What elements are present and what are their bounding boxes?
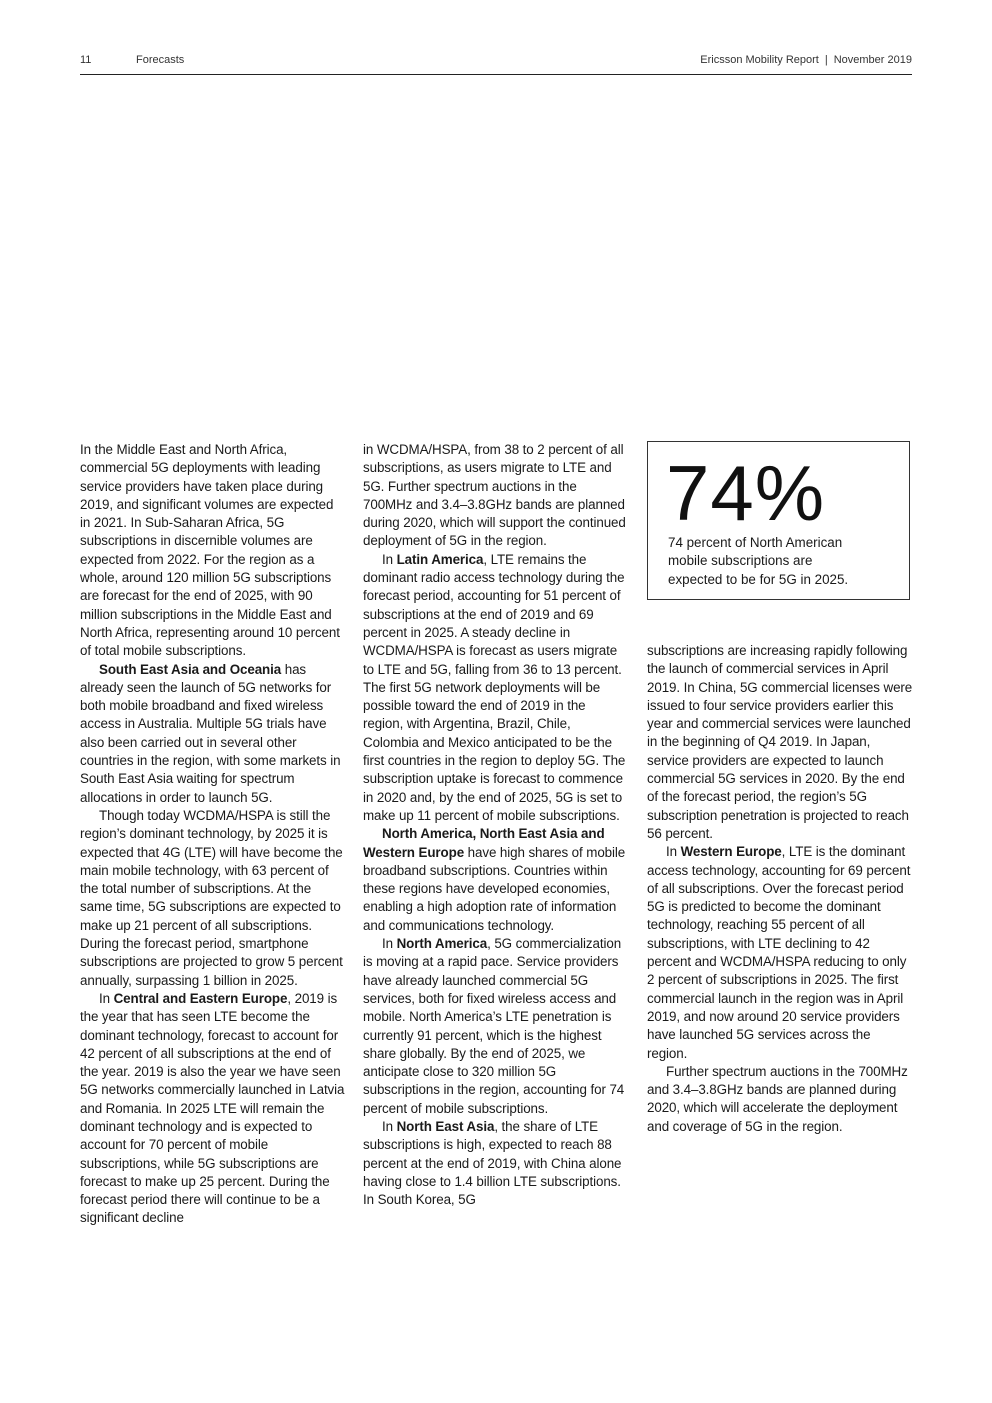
heading-nea: North East Asia [396, 1118, 495, 1134]
we-text: , LTE is the dominant access technology, accounting for 69 percent of all subscriptions. Over the forecast period 5G is predicted to become the dominant technology, reaching 55 percent of all subscriptions, with LTE declining to 42 percent and WCDMA/HSPA reducing to only 2 percent of subscriptions in 2025. The first commercial launch in the region was in April 2019, and now around 20 service providers have launched 5G services across the region. [647, 844, 911, 1061]
nea-lead: In [382, 1118, 397, 1134]
paragraph-mena: In the Middle East and North Africa, commercial 5G deployments with leading service providers have taken place during 2019, and significant volumes are expected in 2021. In Sub-Saharan Africa, 5G subscriptions in discernible volumes are expected from 2022. For the region as a whole, around 120 million 5G subscriptions are forecast for the end of 2025, with 90 million subscriptions in the Middle East and North Africa, representing around 10 percent of total mobile subscriptions. [80, 442, 340, 659]
cee-text: , 2019 is the year that has seen LTE become the dominant technology, forecast to account for 42 percent of all subscriptions at the end of the year. 2019 is also the year we have seen 5G networks commercially launched in Latvia and Romania. In 2025 LTE will remain the dominant technology and is expected to account for 70 percent of mobile subscriptions, while 5G subscriptions are forecast to make up 25 percent. During the forecast period there will continue to be a significant decline [80, 990, 345, 1226]
paragraph-na [363, 935, 629, 1118]
we-lead: In [666, 844, 681, 860]
paragraph-we [647, 843, 913, 1063]
paragraph-seao [80, 661, 346, 807]
heading-na-nea-we: North America, North East Asia and Western Europe [363, 826, 605, 860]
report-info [700, 54, 912, 66]
paragraph-seao-2: Though today WCDMA/HSPA is still the region’s dominant technology, by 2025 it is expected that 4G (LTE) will have become the main mobile technology, with 63 percent of the total number of subscriptions. At the same time, 5G subscriptions are expected to make up 21 percent of all subscriptions. During the forecast period, smartphone subscriptions are projected to grow 5 percent annually, surpassing 1 billion in 2025. [80, 807, 343, 988]
paragraph-cee-continued: in WCDMA/HSPA, from 38 to 2 percent of all subscriptions, as users migrate to LTE and 5G. Further spectrum auctions in the 700MHz and 3.4–3.8GHz bands are planned during 2020, which will support the continued deployment of 5G in the region. [363, 442, 626, 549]
text-column-3 [647, 642, 913, 1136]
heading-seao: South East Asia and Oceania [99, 661, 282, 677]
report-date: November 2019 [833, 54, 912, 66]
nanewe-text: have high shares of mobile broadband subscriptions. Countries within these regions have developed economies, enabling a high adoption rate of information and communications technology. [363, 844, 626, 933]
page-number: 11 [80, 54, 92, 66]
heading-latam: Latin America [396, 551, 484, 567]
heading-we: Western Europe [680, 844, 782, 860]
report-title: Ericsson Mobility Report [700, 54, 819, 66]
paragraph-we-2: Further spectrum auctions in the 700MHz and 3.4–3.8GHz bands are planned during 2020, which will accelerate the deployment and coverage of 5G in the region. [647, 1063, 908, 1134]
na-lead: In [382, 936, 397, 952]
seao-text: has already seen the launch of 5G networks for both mobile broadband and fixed wireless access in Australia. Multiple 5G trials have also been carried out in several other countries in the region, with some markets in South East Asia waiting for spectrum allocations in order to launch 5G. [80, 661, 341, 805]
latam-lead: In [382, 551, 397, 567]
text-column-2 [363, 441, 629, 1209]
stat-callout-box [647, 441, 910, 600]
paragraph-na-nea-we [363, 825, 629, 935]
latam-text: , LTE remains the dominant radio access technology during the forecast period, accounting for 51 percent of subscriptions at the end of 2019 and 69 percent in 2025. A steady decline in WCDMA/HSPA is forecast as users migrate to LTE and 5G, falling from 36 to 13 percent. The first 5G network deployments will be possible toward the end of 2019 in the region, with Argentina, Brazil, Chile, Colombia and Mexico anticipated to be the first countries in the region to deploy 5G. The subscription uptake is forecast to commence in 2020 and, by the end of 2025, 5G is set to make up 11 percent of mobile subscriptions. [363, 551, 626, 823]
paragraph-nea-continued: subscriptions are increasing rapidly following the launch of commercial services in April 2019. In China, 5G commercial licenses were issued to four service providers earlier this year and commercial services were launched in the beginning of Q4 2019. In Japan, service providers are expected to launch commercial 5G services in 2020. By the end of the forecast period, the region’s 5G subscription penetration is projected to reach 56 percent. [647, 643, 913, 841]
text-column-1 [80, 441, 346, 1228]
heading-cee: Central and Eastern Europe [113, 990, 288, 1006]
header-separator: | [824, 54, 828, 66]
paragraph-cee [80, 990, 346, 1228]
stat-value: 74% [666, 449, 826, 537]
paragraph-nea [363, 1118, 629, 1209]
na-text: , 5G commercialization is moving at a rapid pace. Service providers have already launched commercial 5G services, both for fixed wireless access and mobile. North America’s LTE penetration is currently 91 percent, which is the highest share globally. By the end of 2025, we anticipate close to 320 million 5G subscriptions in the region, accounting for 74 percent of mobile subscriptions. [363, 936, 625, 1116]
section-title: Forecasts [136, 54, 185, 66]
cee-lead: In [99, 990, 114, 1006]
paragraph-latam [363, 551, 629, 825]
heading-na: North America [396, 936, 488, 952]
nea-text: , the share of LTE subscriptions is high, expected to reach 88 percent at the end of 2019, with China alone having close to 1.4 billion LTE subscriptions. In South Korea, 5G [363, 1118, 622, 1208]
page-header [80, 52, 912, 75]
stat-description: 74 percent of North American mobile subscriptions are expected to be for 5G in 2025. [668, 535, 849, 587]
